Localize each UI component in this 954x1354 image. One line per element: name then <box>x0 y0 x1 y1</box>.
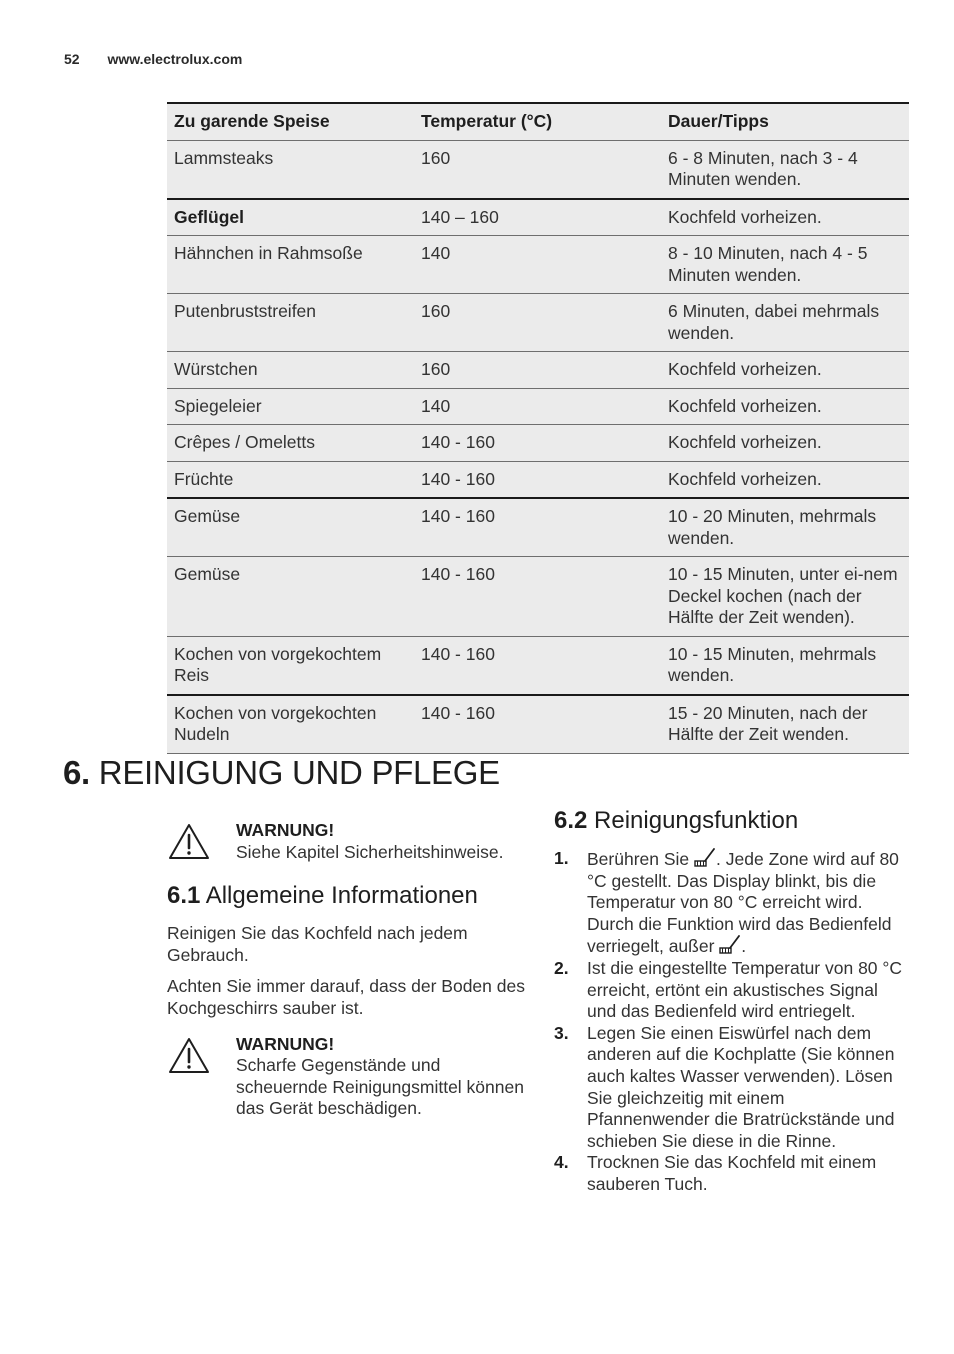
warning-box <box>167 1034 527 1120</box>
warning-text: Siehe Kapitel Sicherheitshinweise. <box>236 841 504 862</box>
cell-temp: 160 <box>414 294 661 352</box>
section-title: REINIGUNG UND PFLEGE <box>98 754 500 791</box>
step-number: 3. <box>554 1022 569 1043</box>
step-number: 1. <box>554 848 569 868</box>
cell-temp: 140 - 160 <box>414 695 661 754</box>
cell-tip: 6 Minuten, dabei mehrmals wenden. <box>661 294 909 352</box>
step-number: 2. <box>554 957 569 978</box>
column-header-tips: Dauer/Tipps <box>661 103 909 140</box>
table-row <box>167 140 909 199</box>
table-row <box>167 425 909 462</box>
cell-food: Früchte <box>167 461 414 498</box>
subsection-heading <box>554 806 910 836</box>
page-number: 52 <box>64 51 80 67</box>
table-row <box>167 199 909 236</box>
list-item <box>554 848 910 958</box>
subsection-title: Reinigungsfunktion <box>594 807 799 834</box>
subsection-number: 6.1 <box>167 882 201 910</box>
cell-food: Kochen von vorgekochten Nudeln <box>167 695 414 754</box>
cell-food: Spiegeleier <box>167 388 414 425</box>
step-text: . <box>741 936 747 957</box>
warning-title: WARNUNG! <box>236 1033 335 1054</box>
cleaning-function-icon <box>694 848 716 868</box>
warning-text: Scharfe Gegenstände und scheuernde Reinigungsmittel können das Gerät beschädigen. <box>236 1055 524 1119</box>
cell-temp: 160 <box>414 140 661 199</box>
cell-tip: 8 - 10 Minuten, nach 4 - 5 Minuten wenden. <box>661 236 909 294</box>
cell-tip: Kochfeld vorheizen. <box>661 199 909 236</box>
cell-food: Hähnchen in Rahmsoße <box>167 236 414 294</box>
cell-food: Gemüse <box>167 498 414 557</box>
cell-food: Crêpes / Omeletts <box>167 425 414 462</box>
cell-tip: 6 - 8 Minuten, nach 3 - 4 Minuten wenden. <box>661 140 909 199</box>
warning-triangle-icon <box>167 822 211 862</box>
cell-temp: 160 <box>414 352 661 389</box>
cell-food: Putenbruststreifen <box>167 294 414 352</box>
table-row <box>167 352 909 389</box>
page-header <box>64 51 242 67</box>
table-row <box>167 388 909 425</box>
step-text: . Jede Zone wird auf 80 °C gestellt. Das Display blinkt, bis die Temperatur von 80 °C erreicht wird. Durch die Funktion wird das Bedienfeld verriegelt, außer <box>587 849 899 957</box>
subsection-heading <box>167 881 527 911</box>
subsection-number: 6.2 <box>554 807 588 834</box>
cell-temp: 140 - 160 <box>414 461 661 498</box>
warning-title: WARNUNG! <box>236 820 335 840</box>
table-row <box>167 636 909 695</box>
cell-food: Kochen von vorgekochtem Reis <box>167 636 414 695</box>
cell-tip: Kochfeld vorheizen. <box>661 425 909 462</box>
cell-tip: 10 - 20 Minuten, mehrmals wenden. <box>661 498 909 557</box>
table-header-row <box>167 103 909 140</box>
cell-temp: 140 - 160 <box>414 636 661 695</box>
table-row <box>167 461 909 498</box>
section-heading <box>63 754 500 792</box>
step-text: Trocknen Sie das Kochfeld mit einem sauberen Tuch. <box>587 1152 877 1194</box>
paragraph: Achten Sie immer darauf, dass der Boden des Kochgeschirrs sauber ist. <box>167 976 525 1018</box>
table-row <box>167 557 909 637</box>
step-text: Ist die eingestellte Temperatur von 80 °C erreicht, ertönt ein akustisches Signal und das Bedienfeld wird entriegelt. <box>587 957 903 1022</box>
paragraph: Reinigen Sie das Kochfeld nach jedem Gebrauch. <box>167 923 468 965</box>
cell-tip: Kochfeld vorheizen. <box>661 461 909 498</box>
table-row <box>167 236 909 294</box>
list-item <box>554 1152 910 1195</box>
cell-tip: Kochfeld vorheizen. <box>661 388 909 425</box>
website-url: www.electrolux.com <box>107 51 243 67</box>
cell-temp: 140 <box>414 388 661 425</box>
cell-food: Gemüse <box>167 557 414 637</box>
table-row <box>167 498 909 557</box>
cell-food: Würstchen <box>167 352 414 389</box>
cell-temp: 140 - 160 <box>414 498 661 557</box>
section-number: 6. <box>63 754 90 791</box>
cell-temp: 140 - 160 <box>414 557 661 637</box>
table-row <box>167 695 909 754</box>
column-header-food: Zu garende Speise <box>167 103 414 140</box>
cell-tip: 10 - 15 Minuten, mehrmals wenden. <box>661 636 909 695</box>
cell-temp: 140 <box>414 236 661 294</box>
warning-triangle-icon <box>167 1036 211 1076</box>
cell-temp: 140 – 160 <box>414 199 661 236</box>
cell-food: Lammsteaks <box>167 140 414 199</box>
subsection-title: Allgemeine Informationen <box>205 882 478 910</box>
warning-box <box>167 820 527 863</box>
list-item <box>554 958 910 1023</box>
cell-food: Geflügel <box>167 199 414 236</box>
cell-tip: 15 - 20 Minuten, nach der Hälfte der Zeit wenden. <box>661 695 909 754</box>
column-header-temperature: Temperatur (°C) <box>414 103 661 140</box>
step-number: 4. <box>554 1152 569 1173</box>
step-text: Legen Sie einen Eiswürfel nach dem anderen auf die Kochplatte (Sie können auch kaltes Wasser verwenden). Lösen Sie gleichzeitig mit einem Pfannenwender die Bratrückstände und schieben Sie diese in die Rinne. <box>587 1022 895 1151</box>
cell-tip: 10 - 15 Minuten, unter ei-nem Deckel kochen (nach der Hälfte der Zeit wenden). <box>661 557 909 637</box>
right-column <box>554 806 910 1196</box>
step-text: Berühren Sie <box>587 849 690 869</box>
steps-list <box>554 848 910 1196</box>
cleaning-function-icon <box>719 935 741 955</box>
left-column <box>167 820 527 1138</box>
cell-tip: Kochfeld vorheizen. <box>661 352 909 389</box>
table-row <box>167 294 909 352</box>
cooking-table <box>167 102 909 754</box>
cell-temp: 140 - 160 <box>414 425 661 462</box>
list-item <box>554 1023 910 1153</box>
